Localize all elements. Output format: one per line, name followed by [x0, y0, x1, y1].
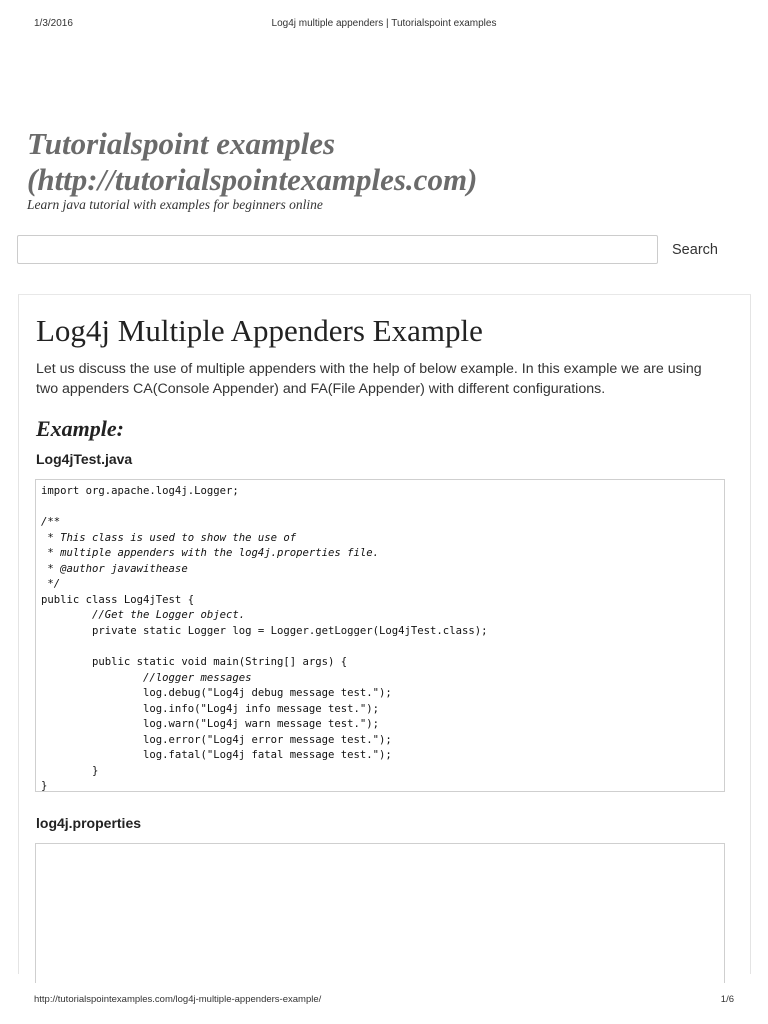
- search-button[interactable]: Search: [662, 235, 728, 264]
- example-heading: Example:: [36, 416, 124, 441]
- code-line: }: [41, 764, 99, 777]
- search-input[interactable]: [17, 235, 658, 264]
- code-line: //Get the Logger object.: [41, 609, 246, 622]
- site-title-line2[interactable]: (http://tutorialspointexamples.com): [27, 162, 478, 197]
- site-tagline: Learn java tutorial with examples for beginners online: [27, 197, 323, 212]
- code-content: [36, 480, 724, 795]
- intro-paragraph: [36, 359, 736, 399]
- code-line: log.debug("Log4j debug message test.");: [41, 687, 392, 700]
- code-line: public class Log4jTest {: [41, 593, 195, 606]
- code-line: log.warn("Log4j warn message test.");: [41, 718, 380, 731]
- intro-line-2: two appenders CA(Console Appender) and FA(File Appender) with different configurations.: [36, 381, 606, 397]
- code-line: * multiple appenders with the log4j.properties file.: [41, 547, 380, 560]
- print-page-title: Log4j multiple appenders | Tutorialspoint examples: [271, 18, 497, 29]
- print-page-number: 1/6: [720, 994, 734, 1005]
- code-line: /**: [41, 516, 61, 529]
- print-date: 1/3/2016: [34, 18, 73, 29]
- print-footer: [0, 988, 768, 1012]
- file-label-java: Log4jTest.java: [36, 451, 133, 467]
- code-line: public static void main(String[] args) {: [41, 656, 348, 669]
- code-line: private static Logger log = Logger.getLogger(Log4jTest.class);: [41, 624, 488, 637]
- code-line: import org.apache.log4j.Logger;: [41, 485, 239, 497]
- code-line: * This class is used to show the use of: [41, 531, 297, 544]
- post-title: Log4j Multiple Appenders Example: [36, 313, 483, 348]
- code-line: }: [41, 780, 48, 793]
- code-line: log.info("Log4j info message test.");: [41, 702, 380, 715]
- site-title[interactable]: [27, 126, 477, 198]
- code-line: */: [41, 578, 61, 591]
- print-header: [0, 0, 768, 50]
- code-line: //logger messages: [41, 671, 252, 684]
- code-block-java: [35, 479, 725, 792]
- code-line: log.error("Log4j error message test.");: [41, 733, 392, 746]
- code-line: log.fatal("Log4j fatal message test.");: [41, 749, 392, 762]
- intro-line-1: Let us discuss the use of multiple appenders with the help of below example. In this example we are using: [36, 361, 702, 377]
- code-line: * @author javawithease: [41, 562, 188, 575]
- code-block-properties: [35, 843, 725, 983]
- site-title-line1[interactable]: Tutorialspoint examples: [27, 126, 336, 161]
- file-label-properties: log4j.properties: [36, 815, 142, 831]
- print-url: http://tutorialspointexamples.com/log4j-multiple-appenders-example/: [34, 994, 322, 1005]
